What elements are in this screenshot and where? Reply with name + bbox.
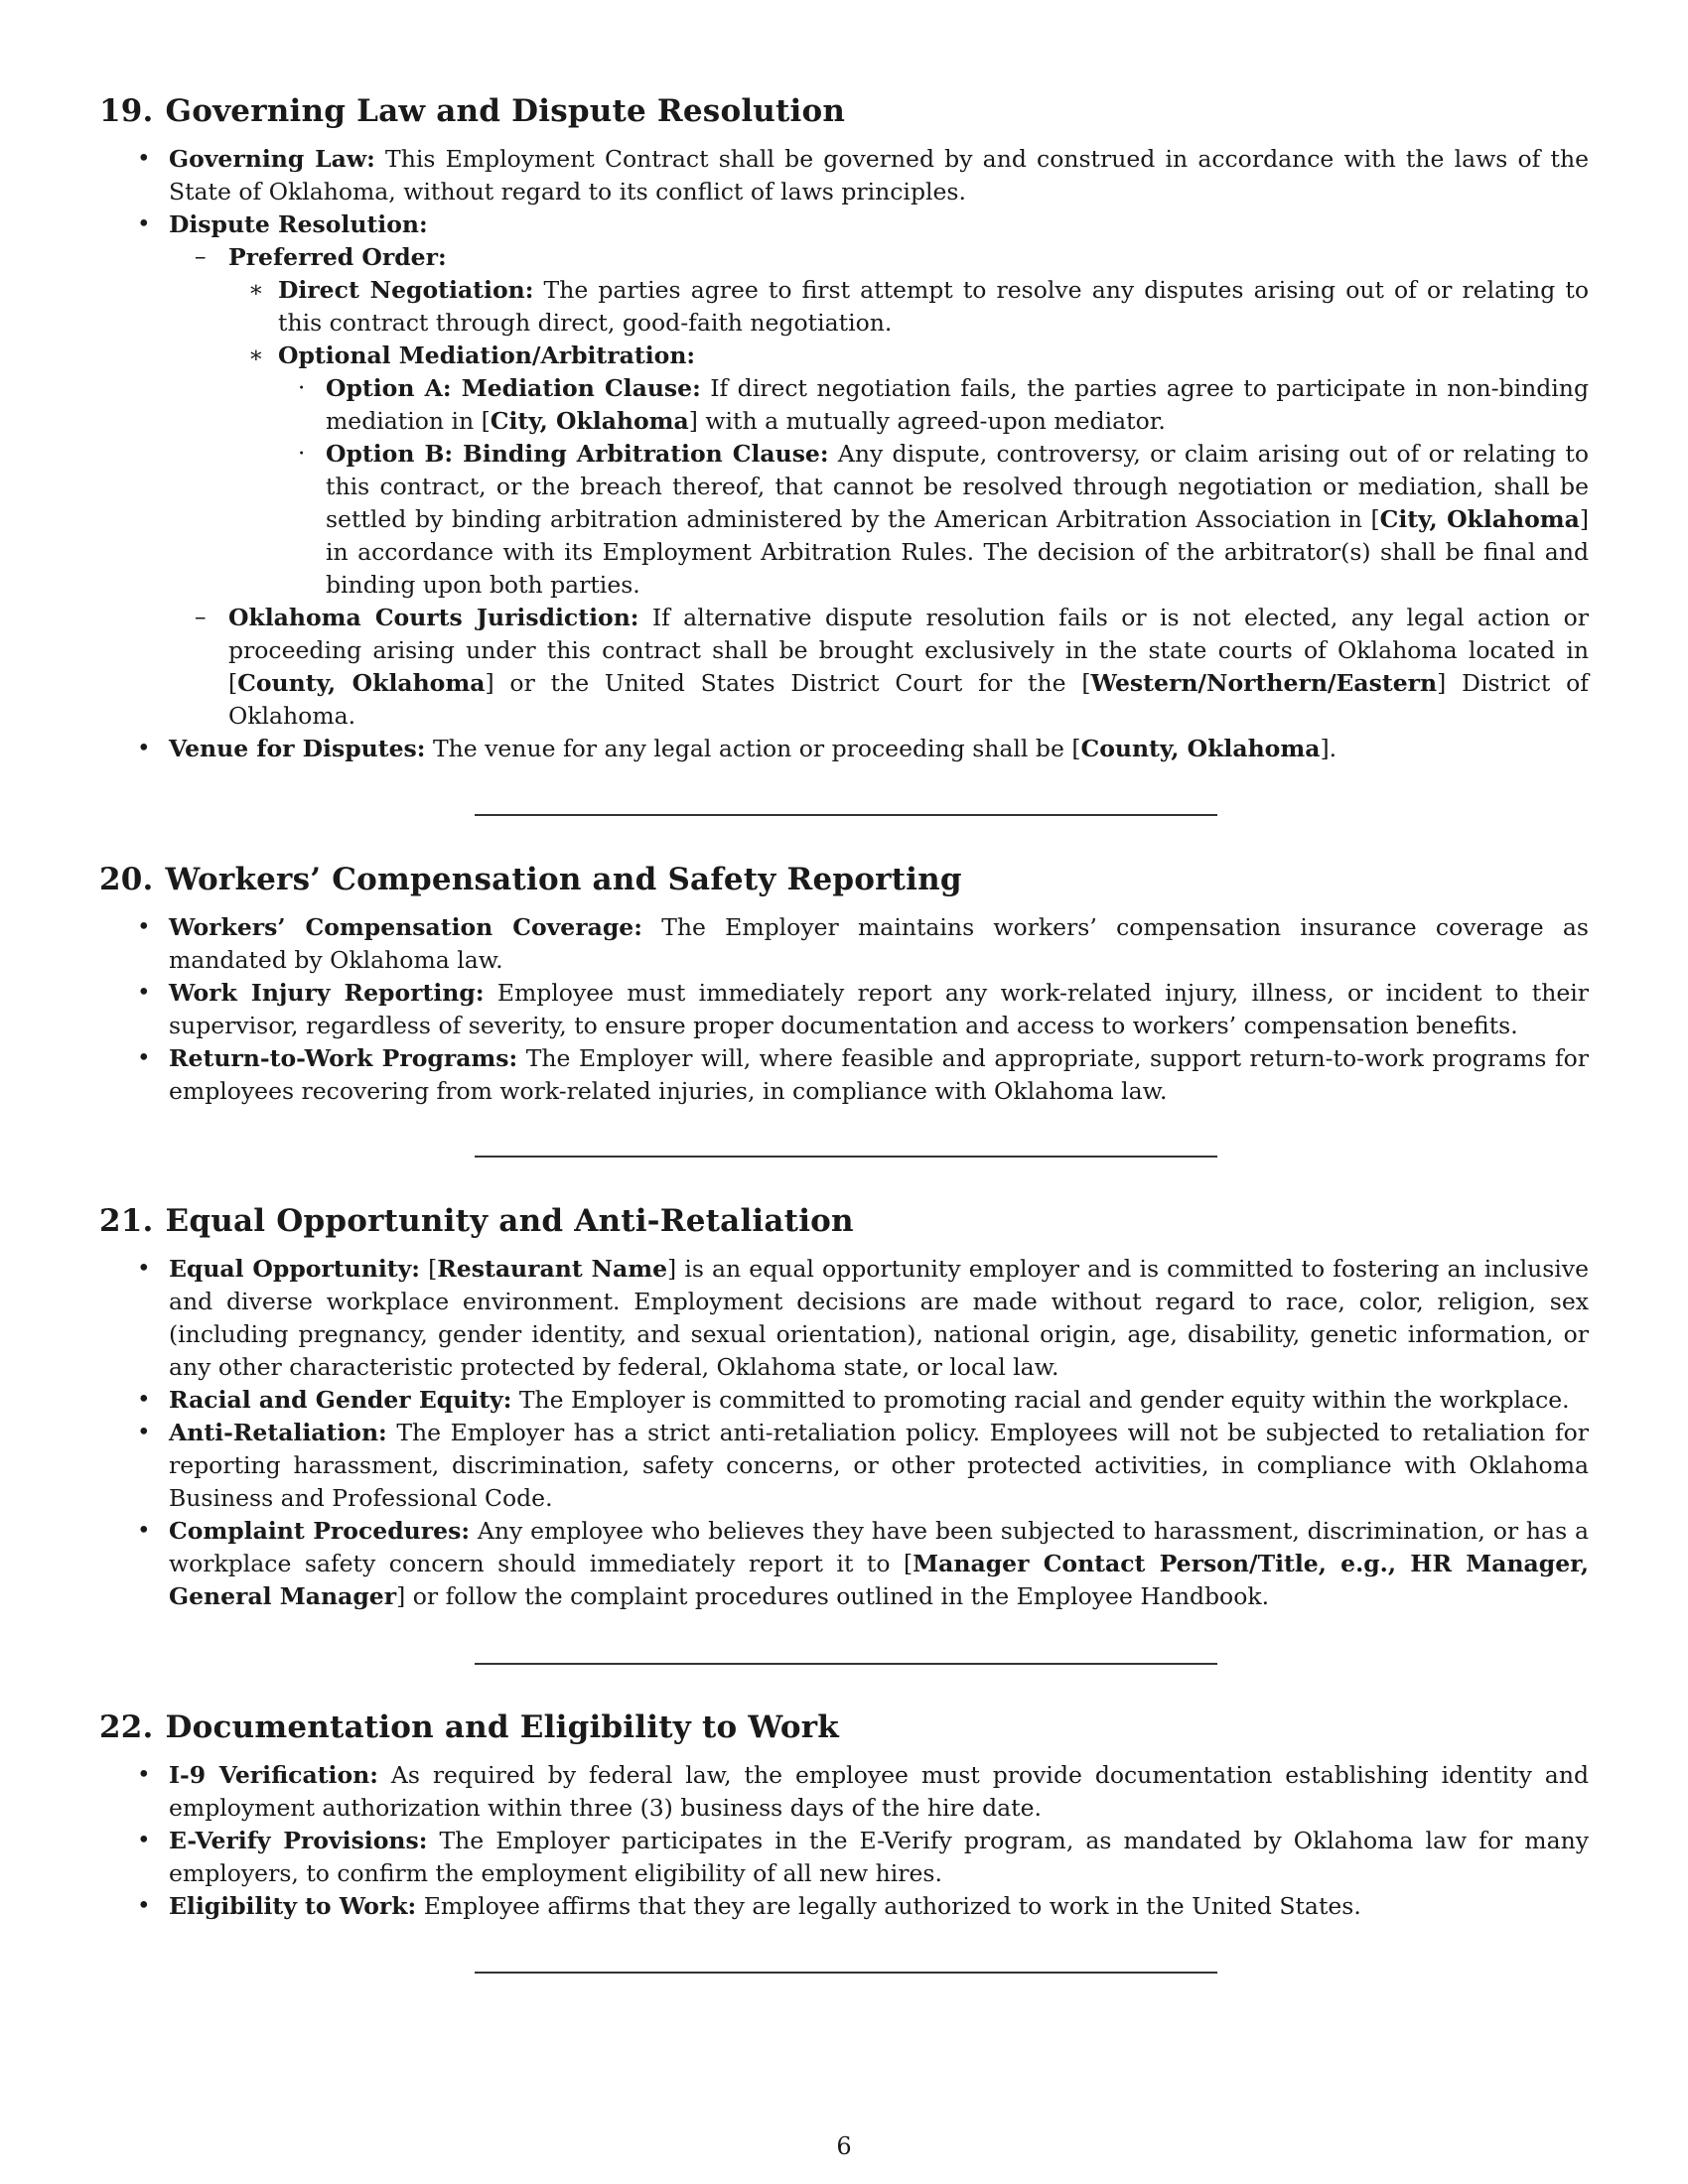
list-item: • Anti-Retaliation: The Employer has a strict anti-retaliation policy. Employees will not be subjected to retaliation for reporting harassment, discrimination, safety concerns, or other protected activities, in compliance with Oklahoma Business and Professional Code. — [137, 1419, 1589, 1512]
list-item: • Governing Law: This Employment Contract shall be governed by and construed in accordance with the laws of the State of Oklahoma, without regard to its conflict of laws principles. — [137, 145, 1589, 205]
section-19-list — [99, 143, 1589, 765]
section-heading: 22. Documentation and Eligibility to Work — [99, 1709, 839, 1745]
list-item: • Complaint Procedures: Any employee who believes they have been subjected to harassment, discrimination, or has a workplace safety concern should immediately report it to [Manager Contact Person/Title, e.g., HR Manager, General Manager] or follow the complaint procedures outlined in the Employee Handbook. — [137, 1517, 1590, 1610]
list-item: • Dispute Resolution: – Preferred Order: ∗ Direct Negotiation: The parties agree to first attempt to resolve any disputes arising out of or relating to this contract through direct, good-faith negotiation. ∗ Optional Mediation/Arbitration: · Option A: Mediation Clause: If direct negotiation fails, the parties agree to participate in non-binding mediation in [City, Oklahoma] with a mutually agreed-upon mediator. · Option B: Binding Arbitration Clause: Any dispute, controversy, or claim arising out of or relating to this contract, or the breach thereof, that cannot be resolved through negotiation or mediation, shall be settled by binding arbitration administered by the American Arbitration Association in [City, Oklahoma] in accordance with its Employment Arbitration Rules. The decision of the arbitrator(s) shall be final and binding upon both parties. – Oklahoma Courts Jurisdiction: If alternative dispute resolution fails or is not elected, any legal action or proceeding arising under this contract shall be brought exclusively in the state courts of Oklahoma located in [County, Oklahoma] or the United States District Court for the [Western/Northern/Eastern] District of Oklahoma. — [99, 208, 1589, 733]
mediation-options-sublist — [278, 372, 1589, 602]
list-item: • Return-to-Work Programs: The Employer will, where feasible and appropriate, support return-to-work programs for employees recovering from work-related injuries, in compliance with Oklahoma law. — [137, 1044, 1589, 1105]
section-divider — [475, 1663, 1217, 1665]
section-divider — [475, 1972, 1217, 1974]
section-22 — [99, 1709, 1589, 1923]
list-item: – Preferred Order: ∗ Direct Negotiation: The parties agree to first attempt to resolve any disputes arising out of or relating to this contract through direct, good-faith negotiation. ∗ Optional Mediation/Arbitration: · Option A: Mediation Clause: If direct negotiation fails, the parties agree to participate in non-binding mediation in [City, Oklahoma] with a mutually agreed-upon mediator. · Option B: Binding Arbitration Clause: Any dispute, controversy, or claim arising out of or relating to this contract, or the breach thereof, that cannot be resolved through negotiation or mediation, shall be settled by binding arbitration administered by the American Arbitration Association in [City, Oklahoma] in accordance with its Employment Arbitration Rules. The decision of the arbitrator(s) shall be final and binding upon both parties. — [169, 241, 1589, 602]
list-item: • Venue for Disputes: The venue for any legal action or proceeding shall be [County, Oklahoma]. — [137, 735, 1337, 762]
section-heading: 21. Equal Opportunity and Anti-Retaliation — [99, 1203, 854, 1239]
list-item: • Work Injury Reporting: Employee must immediately report any work-related injury, illness, or incident to their supervisor, regardless of severity, to ensure proper documentation and access to workers’ compensation benefits. — [137, 979, 1589, 1039]
list-item: · Option B: Binding Arbitration Clause: Any dispute, controversy, or claim arising out of or relating to this contract, or the breach thereof, that cannot be resolved through negotiation or mediation, shall be settled by binding arbitration administered by the American Arbitration Association in [City, Oklahoma] in accordance with its Employment Arbitration Rules. The decision of the arbitrator(s) shall be final and binding upon both parties. — [298, 440, 1590, 599]
section-22-list — [99, 1759, 1589, 1923]
section-19 — [99, 93, 1589, 765]
list-item: • Equal Opportunity: [Restaurant Name] is an equal opportunity employer and is committed to fostering an inclusive and diverse workplace environment. Employment decisions are made without regard to race, color, religion, sex (including pregnancy, gender identity, and sexual orientation), national origin, age, disability, genetic information, or any other characteristic protected by federal, Oklahoma state, or local law. — [137, 1255, 1589, 1381]
section-heading: 19. Governing Law and Dispute Resolution — [99, 93, 846, 129]
list-item: • Workers’ Compensation Coverage: The Employer maintains workers’ compensation insurance coverage as mandated by Oklahoma law. — [137, 913, 1589, 974]
section-heading: 20. Workers’ Compensation and Safety Reporting — [99, 862, 962, 897]
section-divider — [475, 814, 1217, 816]
section-divider — [475, 1156, 1217, 1158]
section-21 — [99, 1203, 1589, 1613]
list-item: ∗ Direct Negotiation: The parties agree to first attempt to resolve any disputes arising out of or relating to this contract through direct, good-faith negotiation. — [248, 276, 1590, 337]
dispute-sublist — [169, 241, 1589, 733]
preferred-order-sublist — [228, 274, 1589, 602]
list-item: · Option A: Mediation Clause: If direct negotiation fails, the parties agree to participate in non-binding mediation in [City, Oklahoma] with a mutually agreed-upon mediator. — [298, 374, 1589, 435]
list-item: • Eligibility to Work: Employee affirms that they are legally authorized to work in the United States. — [137, 1892, 1361, 1920]
list-item: • Racial and Gender Equity: The Employer is committed to promoting racial and gender equity within the workplace. — [137, 1386, 1570, 1414]
section-21-list — [99, 1253, 1589, 1613]
list-item: – Oklahoma Courts Jurisdiction: If alternative dispute resolution fails or is not elected, any legal action or proceeding arising under this contract shall be brought exclusively in the state courts of Oklahoma located in [County, Oklahoma] or the United States District Court for the [Western/Northern/Eastern] District of Oklahoma. — [195, 604, 1589, 730]
page-number: 6 — [836, 2132, 852, 2160]
section-20 — [99, 862, 1589, 1108]
list-item: • I-9 Verification: As required by federal law, the employee must provide documentation establishing identity and employment authorization within three (3) business days of the hire date. — [137, 1761, 1589, 1822]
section-20-list — [99, 911, 1589, 1108]
list-item: • E-Verify Provisions: The Employer participates in the E-Verify program, as mandated by Oklahoma law for many employers, to confirm the employment eligibility of all new hires. — [137, 1827, 1589, 1887]
list-item: ∗ Optional Mediation/Arbitration: · Option A: Mediation Clause: If direct negotiation fails, the parties agree to participate in non-binding mediation in [City, Oklahoma] with a mutually agreed-upon mediator. · Option B: Binding Arbitration Clause: Any dispute, controversy, or claim arising out of or relating to this contract, or the breach thereof, that cannot be resolved through negotiation or mediation, shall be settled by binding arbitration administered by the American Arbitration Association in [City, Oklahoma] in accordance with its Employment Arbitration Rules. The decision of the arbitrator(s) shall be final and binding upon both parties. — [228, 340, 1589, 602]
